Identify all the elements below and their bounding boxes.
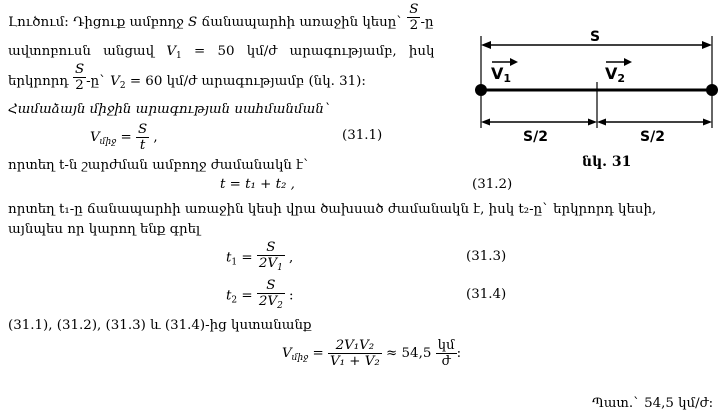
- unit-fraction: [436, 338, 457, 369]
- equation-31-3: $t_1$ = $\frac{S}{2V_1}$ ,: [226, 240, 293, 276]
- final-num: 2V₁V₂: [335, 338, 375, 353]
- eq-number-31-4: (31.4): [466, 287, 507, 302]
- eq1-fraction: [136, 122, 149, 153]
- half-den-2: 2: [73, 77, 86, 93]
- s-arrow-left: [481, 41, 491, 49]
- half-left-arrow-b: [588, 119, 597, 126]
- t2-fraction: $\frac{S}{2V_2}$: [257, 278, 285, 314]
- figure-31: [474, 20, 724, 170]
- intro-text-b: ճանապարհի առաջին կեսը`: [197, 15, 404, 30]
- line2: ավտոբուսն անցավ $V_1 = 50$ կմ/ժ արագությամբ, իսկ: [8, 44, 435, 61]
- t2-symbol: t: [226, 288, 232, 304]
- end-point: [706, 84, 718, 96]
- eq-number-31-1: (31.1): [342, 128, 383, 143]
- start-point: [475, 84, 487, 96]
- line3-text: երկրորդ: [8, 74, 69, 89]
- v1-vector-head: [510, 58, 518, 66]
- from-eqs-line: (31.1), (31.2), (31.3) և (31.4)-ից կստանանք: [8, 318, 312, 333]
- eq1-num: S: [137, 122, 148, 137]
- s-label: S: [590, 29, 601, 45]
- eq1-tail: ,: [149, 130, 158, 145]
- v2-vector-head: [624, 58, 632, 66]
- unit-tail: :: [456, 346, 462, 361]
- eq-number-31-3: (31.3): [466, 249, 507, 264]
- final-equation: $V_{միջ}$ = $\frac{\text{2V₁V₂}}{\text{V₁ + V₂}}$ ≈ 54,5 $\frac{\text{կմ}}{\text{ժ}}$ :: [282, 338, 462, 369]
- equation-31-1: $V_{միջ}$ = $\frac{S}{t}$ ,: [90, 122, 158, 153]
- half-fraction-2: [73, 62, 86, 93]
- figure-caption: նկ. 31: [582, 154, 632, 170]
- intro-text-c: -ը: [420, 15, 434, 30]
- t1-symbol: t: [226, 250, 232, 266]
- t1-tail: ,: [284, 250, 294, 266]
- half-left-arrow-a: [481, 119, 490, 126]
- t1-num: S: [266, 240, 276, 255]
- v1-equation: = 50 կմ/ժ արագությամբ, իսկ: [181, 44, 435, 59]
- equation-31-2: t = t₁ + t₂ ,: [220, 177, 295, 192]
- v2-figure-label: V2: [605, 64, 626, 85]
- where-t12-line: որտեղ t₁-ը ճանապարհի առաջին կեսի վրա ծախսած ժամանակն է, իսկ t₂-ը` երկրորդ կեսի,: [8, 202, 657, 217]
- vmid-sub-2: միջ: [291, 353, 309, 363]
- t1-fraction: $\frac{S}{2V_1}$: [257, 240, 285, 276]
- t2-tail: :: [284, 288, 294, 304]
- approx-value: ≈ 54,5: [381, 346, 432, 361]
- final-den: V₁ + V₂: [329, 354, 380, 369]
- t1-den: 2V: [258, 256, 278, 271]
- line2-text: ավտոբուսն անցավ: [8, 44, 167, 59]
- half-left-label: S/2: [523, 129, 548, 145]
- half-num-2: S: [74, 62, 85, 77]
- line3-text-b: -ը`: [86, 74, 106, 89]
- half-fraction: [407, 2, 420, 33]
- equation-31-4: $t_2$ = $\frac{S}{2V_2}$ :: [226, 278, 294, 314]
- t2-num: S: [266, 278, 276, 293]
- s-arrow-right: [702, 41, 712, 49]
- half-num: S: [409, 2, 419, 17]
- half-right-label: S/2: [640, 129, 665, 145]
- definition-line: Համաձայն միջին արագության սահմանման`: [8, 102, 331, 117]
- half-den: 2: [407, 17, 420, 33]
- eq-number-31-2: (31.2): [472, 177, 513, 192]
- intro-text: Լուծում: Դիցուք ամբողջ: [8, 15, 189, 30]
- where-t-line: որտեղ t-ն շարժման ամբողջ ժամանակն է`: [8, 158, 310, 173]
- eq1-den: t: [136, 137, 149, 153]
- half-right-arrow-b: [703, 119, 712, 126]
- intro-line: [8, 2, 434, 33]
- unit-den: ժ: [436, 353, 457, 369]
- half-right-arrow-a: [597, 119, 606, 126]
- t2-den: 2V: [258, 294, 278, 309]
- so-write-line: այնպես որ կարող ենք գրել: [8, 222, 201, 237]
- line3: երկրորդ $\frac{S}{2}$ -ը` $V_2 = 60$ կմ/ժ արագությամբ (նկ. 31):: [8, 62, 366, 93]
- v1-figure-label: V1: [491, 64, 512, 85]
- vmid-sub: միջ: [99, 137, 117, 147]
- unit-num: կմ: [437, 338, 455, 353]
- intro-s: S: [188, 15, 198, 30]
- v2-symbol: V: [110, 74, 120, 89]
- v2-equation: = 60 կմ/ժ արագությամբ (նկ. 31):: [125, 74, 366, 89]
- final-fraction: [328, 338, 382, 369]
- answer: Պատ.` 54,5 կմ/ժ:: [592, 396, 714, 411]
- v1-symbol: V: [166, 44, 176, 59]
